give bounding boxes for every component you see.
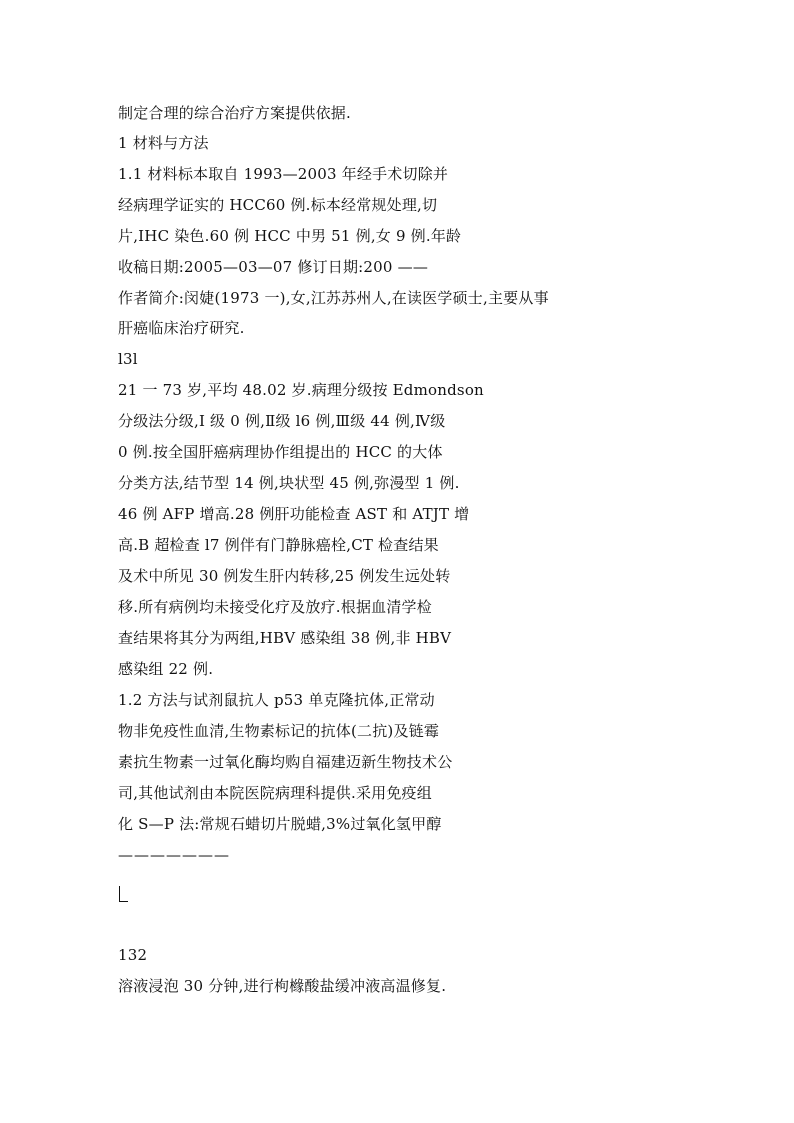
text-line: 司,其他试剂由本院医院病理科提供.采用免疫组 [118,784,432,802]
text-line: 感染组 22 例. [118,660,214,678]
text-line: 溶液浸泡 30 分钟,进行枸橼酸盐缓冲液高温修复. [118,977,447,995]
text-line: 经病理学证实的 HCC60 例.标本经常规处理,切 [118,196,438,214]
text-cursor-mark [119,886,128,902]
text-line: 1.1 材料标本取自 1993—2003 年经手术切除并 [118,165,449,183]
page-number: 132 [118,946,148,964]
text-line: 查结果将其分为两组,HBV 感染组 38 例,非 HBV [118,629,452,647]
text-line: 0 例.按全国肝癌病理协作组提出的 HCC 的大体 [118,443,443,461]
text-line: 分类方法,结节型 14 例,块状型 45 例,弥漫型 1 例. [118,474,460,492]
author-info-line: 作者简介:闵婕(1973 一),女,江苏苏州人,在读医学硕士,主要从事 [118,289,549,307]
text-line: 高.B 超检查 l7 例伴有门静脉癌栓,CT 检查结果 [118,536,439,554]
text-line: 片,IHC 染色.60 例 HCC 中男 51 例,女 9 例.年龄 [118,227,462,245]
dash-rule: ——————— [118,846,230,864]
page-number: l3l [118,350,138,368]
section-heading: 1 材料与方法 [118,134,209,152]
text-line: 21 一 73 岁,平均 48.02 岁.病理分级按 Edmondson [118,381,484,399]
text-line: 物非免疫性血清,生物素标记的抗体(二抗)及链霉 [118,722,440,740]
text-line: 素抗生物素一过氧化酶均购自福建迈新生物技术公 [118,753,453,771]
text-line: 化 S—P 法:常规石蜡切片脱蜡,3%过氧化氢甲醇 [118,815,442,833]
section-heading: 1.2 方法与试剂鼠抗人 p53 单克隆抗体,正常动 [118,691,435,709]
text-line: 及术中所见 30 例发生肝内转移,25 例发生远处转 [118,567,451,585]
author-info-line: 肝癌临床治疗研究. [118,319,245,337]
text-line: 制定合理的综合治疗方案提供依据. [118,104,351,122]
text-line: 分级法分级,I 级 0 例,Ⅱ级 l6 例,Ⅲ级 44 例,Ⅳ级 [118,412,446,430]
text-line: 移.所有病例均未接受化疗及放疗.根据血清学检 [118,598,432,616]
received-date-line: 收稿日期:2005—03—07 修订日期:200 —— [118,258,429,276]
text-line: 46 例 AFP 增高.28 例肝功能检查 AST 和 ATJT 增 [118,505,470,523]
